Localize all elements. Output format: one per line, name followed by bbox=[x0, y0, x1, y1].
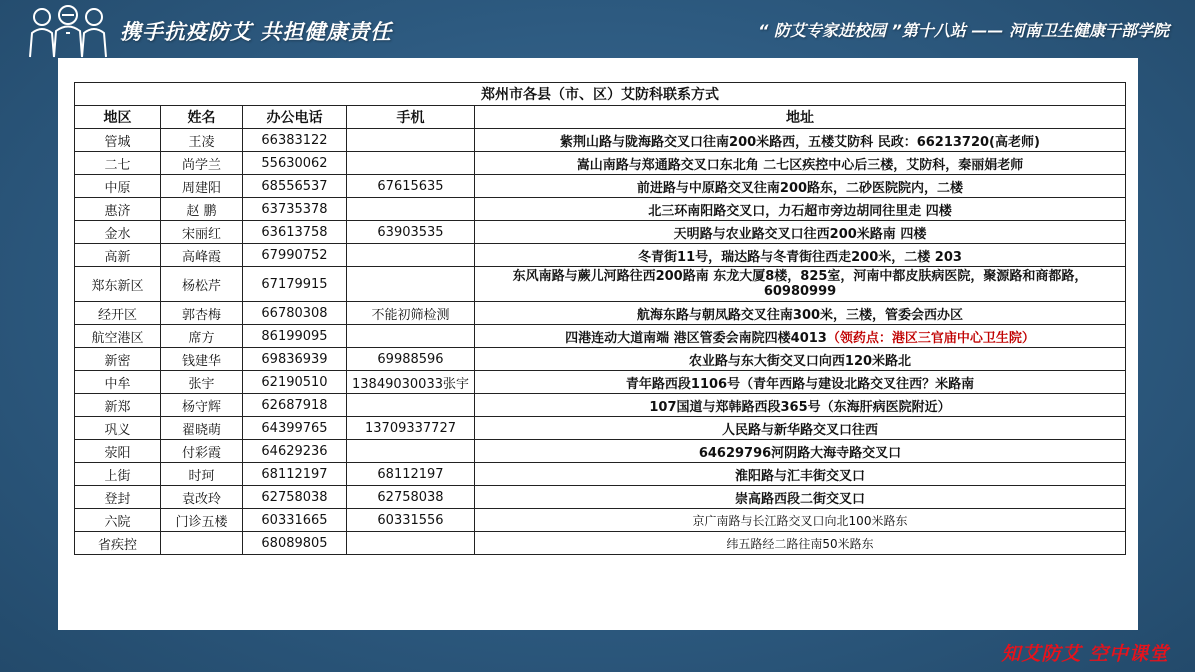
mobile-cell bbox=[347, 267, 475, 302]
name-cell: 赵 鹏 bbox=[161, 198, 243, 221]
name-cell: 门诊五楼 bbox=[161, 509, 243, 532]
header-left bbox=[22, 2, 392, 60]
address-cell: 青年路西段1106号（青年西路与建设北路交叉往西？米路南 bbox=[475, 371, 1126, 394]
office-phone-cell: 62758038 bbox=[243, 486, 347, 509]
region-cell: 荥阳 bbox=[75, 440, 161, 463]
name-cell: 王凌 bbox=[161, 129, 243, 152]
address-cell: 嵩山南路与郑通路交叉口东北角 二七区疾控中心后三楼，艾防科，秦丽娟老师 bbox=[475, 152, 1126, 175]
table-row bbox=[75, 325, 1126, 348]
table-row bbox=[75, 348, 1126, 371]
name-cell: 席方 bbox=[161, 325, 243, 348]
footer-slogan: 知艾防艾 空中课堂 bbox=[1001, 643, 1169, 665]
region-cell: 中牟 bbox=[75, 371, 161, 394]
region-cell: 上街 bbox=[75, 463, 161, 486]
office-phone-cell: 64399765 bbox=[243, 417, 347, 440]
mobile-cell bbox=[347, 394, 475, 417]
region-cell: 经开区 bbox=[75, 302, 161, 325]
region-cell: 金水 bbox=[75, 221, 161, 244]
address-cell: 107国道与郑韩路西段365号（东海肝病医院附近） bbox=[475, 394, 1126, 417]
office-phone-cell: 62190510 bbox=[243, 371, 347, 394]
name-cell bbox=[161, 532, 243, 555]
address-cell bbox=[475, 325, 1126, 348]
name-cell: 高峰霞 bbox=[161, 244, 243, 267]
name-cell: 袁改玲 bbox=[161, 486, 243, 509]
table-row bbox=[75, 532, 1126, 555]
name-cell: 尚学兰 bbox=[161, 152, 243, 175]
office-phone-cell: 68112197 bbox=[243, 463, 347, 486]
header-slogan: 携手抗疫防艾 共担健康责任 bbox=[120, 20, 393, 44]
column-header-office-phone: 办公电话 bbox=[243, 106, 347, 129]
region-cell: 高新 bbox=[75, 244, 161, 267]
mobile-cell: 13849030033张宇 bbox=[347, 371, 475, 394]
name-cell: 翟晓萌 bbox=[161, 417, 243, 440]
address-cell: 64629796河阴路大海寺路交叉口 bbox=[475, 440, 1126, 463]
office-phone-cell: 68556537 bbox=[243, 175, 347, 198]
table-row bbox=[75, 198, 1126, 221]
contact-table bbox=[74, 82, 1126, 555]
region-cell: 登封 bbox=[75, 486, 161, 509]
table-row bbox=[75, 417, 1126, 440]
table-row bbox=[75, 463, 1126, 486]
region-cell: 管城 bbox=[75, 129, 161, 152]
column-header-region: 地区 bbox=[75, 106, 161, 129]
table-row bbox=[75, 267, 1126, 302]
name-cell: 周建阳 bbox=[161, 175, 243, 198]
office-phone-cell: 66383122 bbox=[243, 129, 347, 152]
table-row bbox=[75, 302, 1126, 325]
column-header-name: 姓名 bbox=[161, 106, 243, 129]
address-cell: 北三环南阳路交叉口，力石超市旁边胡同往里走 四楼 bbox=[475, 198, 1126, 221]
office-phone-cell: 66780308 bbox=[243, 302, 347, 325]
office-phone-cell: 64629236 bbox=[243, 440, 347, 463]
address-cell: 纬五路经二路往南50米路东 bbox=[475, 532, 1126, 555]
mobile-cell: 63903535 bbox=[347, 221, 475, 244]
name-cell: 郭杏梅 bbox=[161, 302, 243, 325]
table-row bbox=[75, 486, 1126, 509]
table-row bbox=[75, 371, 1126, 394]
office-phone-cell: 68089805 bbox=[243, 532, 347, 555]
name-cell: 宋丽红 bbox=[161, 221, 243, 244]
table-title: 郑州市各县（市、区）艾防科联系方式 bbox=[75, 83, 1126, 106]
name-cell: 张宇 bbox=[161, 371, 243, 394]
region-cell: 六院 bbox=[75, 509, 161, 532]
table-row bbox=[75, 509, 1126, 532]
mobile-cell: 不能初筛检测 bbox=[347, 302, 475, 325]
header-subtitle: “ 防艾专家进校园 ”第十八站 —— 河南卫生健康干部学院 bbox=[758, 21, 1169, 40]
mobile-cell bbox=[347, 325, 475, 348]
content-panel bbox=[58, 58, 1138, 630]
name-cell: 时珂 bbox=[161, 463, 243, 486]
region-cell: 新密 bbox=[75, 348, 161, 371]
medical-workers-logo-icon bbox=[22, 3, 114, 59]
office-phone-cell: 62687918 bbox=[243, 394, 347, 417]
mobile-cell bbox=[347, 198, 475, 221]
mobile-cell: 67615635 bbox=[347, 175, 475, 198]
table-row bbox=[75, 244, 1126, 267]
office-phone-cell: 69836939 bbox=[243, 348, 347, 371]
mobile-cell bbox=[347, 532, 475, 555]
address-cell: 天明路与农业路交叉口往西200米路南 四楼 bbox=[475, 221, 1126, 244]
mobile-cell bbox=[347, 440, 475, 463]
office-phone-cell: 67179915 bbox=[243, 267, 347, 302]
address-cell: 京广南路与长江路交叉口向北100米路东 bbox=[475, 509, 1126, 532]
name-cell: 付彩霞 bbox=[161, 440, 243, 463]
table-row bbox=[75, 221, 1126, 244]
address-cell: 淮阳路与汇丰街交叉口 bbox=[475, 463, 1126, 486]
region-cell: 郑东新区 bbox=[75, 267, 161, 302]
column-header-mobile: 手机 bbox=[347, 106, 475, 129]
region-cell: 二七 bbox=[75, 152, 161, 175]
address-cell: 东风南路与蕨儿河路往西200路南 东龙大厦8楼，825室，河南中都皮肤病医院，聚源路和商都路，60980999 bbox=[475, 267, 1126, 302]
mobile-cell: 13709337727 bbox=[347, 417, 475, 440]
address-cell: 紫荆山路与陇海路交叉口往南200米路西，五楼艾防科 民政：66213720(高老师) bbox=[475, 129, 1126, 152]
office-phone-cell: 63735378 bbox=[243, 198, 347, 221]
address-cell: 前进路与中原路交叉往南200路东，二砂医院院内，二楼 bbox=[475, 175, 1126, 198]
medicine-pickup-note: （领药点：港区三官庙中心卫生院） bbox=[826, 330, 1035, 346]
address-cell: 航海东路与朝凤路交叉往南300米，三楼，管委会西办区 bbox=[475, 302, 1126, 325]
office-phone-cell: 55630062 bbox=[243, 152, 347, 175]
office-phone-cell: 63613758 bbox=[243, 221, 347, 244]
table-row bbox=[75, 152, 1126, 175]
table-row bbox=[75, 175, 1126, 198]
mobile-cell bbox=[347, 244, 475, 267]
region-cell: 惠济 bbox=[75, 198, 161, 221]
mobile-cell bbox=[347, 129, 475, 152]
office-phone-cell: 67990752 bbox=[243, 244, 347, 267]
address-cell: 农业路与东大街交叉口向西120米路北 bbox=[475, 348, 1126, 371]
mobile-cell: 60331556 bbox=[347, 509, 475, 532]
address-text: 四港连动大道南端 港区管委会南院四楼4013 bbox=[565, 330, 827, 346]
region-cell: 中原 bbox=[75, 175, 161, 198]
region-cell: 新郑 bbox=[75, 394, 161, 417]
table-row bbox=[75, 394, 1126, 417]
region-cell: 航空港区 bbox=[75, 325, 161, 348]
region-cell: 巩义 bbox=[75, 417, 161, 440]
region-cell: 省疾控 bbox=[75, 532, 161, 555]
name-cell: 杨松芹 bbox=[161, 267, 243, 302]
name-cell: 杨守辉 bbox=[161, 394, 243, 417]
address-cell: 人民路与新华路交叉口往西 bbox=[475, 417, 1126, 440]
column-header-address: 地址 bbox=[475, 106, 1126, 129]
address-cell: 冬青街11号，瑞达路与冬青街往西走200米，二楼 203 bbox=[475, 244, 1126, 267]
table-row bbox=[75, 440, 1126, 463]
office-phone-cell: 86199095 bbox=[243, 325, 347, 348]
name-cell: 钱建华 bbox=[161, 348, 243, 371]
mobile-cell: 68112197 bbox=[347, 463, 475, 486]
mobile-cell bbox=[347, 152, 475, 175]
address-cell: 崇高路西段二街交叉口 bbox=[475, 486, 1126, 509]
mobile-cell: 69988596 bbox=[347, 348, 475, 371]
office-phone-cell: 60331665 bbox=[243, 509, 347, 532]
mobile-cell: 62758038 bbox=[347, 486, 475, 509]
table-row bbox=[75, 129, 1126, 152]
